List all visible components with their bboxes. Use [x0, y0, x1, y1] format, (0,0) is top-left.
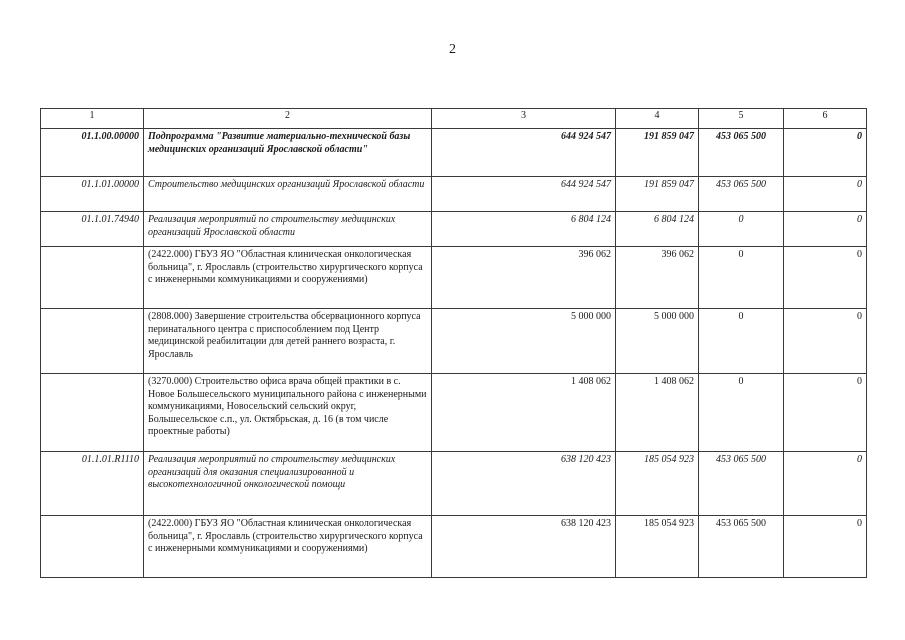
row-name: Реализация мероприятий по строительству медицинских организаций Ярославской области [144, 212, 432, 247]
column-header: 1 [41, 109, 144, 129]
row-amount-col6: 0 [784, 212, 867, 247]
table-row [41, 374, 867, 452]
row-name: Подпрограмма "Развитие материально-технической базы медицинских организаций Ярославской области" [144, 129, 432, 177]
row-amount-col6: 0 [784, 309, 867, 374]
table-row [41, 129, 867, 177]
row-code [41, 374, 144, 452]
row-name: (2808.000) Завершение строительства обсервационного корпуса перинатального центра с приспособлением под Центр медицинской реабилитации для детей раннего возраста, г. Ярославль [144, 309, 432, 374]
row-amount-col4: 185 054 923 [616, 516, 699, 578]
row-amount-col5: 0 [699, 309, 784, 374]
row-code [41, 309, 144, 374]
row-name: Строительство медицинских организаций Ярославской области [144, 177, 432, 212]
column-header: 5 [699, 109, 784, 129]
row-amount-col6: 0 [784, 516, 867, 578]
row-amount-col5: 0 [699, 247, 784, 309]
row-amount-col5: 453 065 500 [699, 452, 784, 516]
row-amount-col5: 453 065 500 [699, 129, 784, 177]
row-name: (2422.000) ГБУЗ ЯО "Областная клиническая онкологическая больница", г. Ярославль (строительство хирургического корпуса с инженерными коммуникациями и сооружениями) [144, 247, 432, 309]
row-name: Реализация мероприятий по строительству медицинских организаций для оказания специализированной и высокотехнологичной онкологической помощи [144, 452, 432, 516]
table-row [41, 309, 867, 374]
row-amount-total: 644 924 547 [432, 129, 616, 177]
row-amount-col6: 0 [784, 452, 867, 516]
table-row [41, 177, 867, 212]
column-header: 2 [144, 109, 432, 129]
row-amount-col5: 0 [699, 212, 784, 247]
row-amount-col4: 5 000 000 [616, 309, 699, 374]
row-amount-col4: 396 062 [616, 247, 699, 309]
row-name: (2422.000) ГБУЗ ЯО "Областная клиническая онкологическая больница", г. Ярославль (строительство хирургического корпуса с инженерными коммуникациями и сооружениями) [144, 516, 432, 578]
row-amount-total: 638 120 423 [432, 452, 616, 516]
row-amount-col5: 453 065 500 [699, 516, 784, 578]
row-code [41, 516, 144, 578]
row-amount-col4: 191 859 047 [616, 129, 699, 177]
row-code: 01.1.01.R1110 [41, 452, 144, 516]
budget-table [40, 108, 867, 578]
row-name: (3270.000) Строительство офиса врача общей практики в с. Новое Большесельского муниципального района с инженерными коммуникациями, Новосельский сельский округ, Большесельское с.п., ул. Октябрьская, д. 16 (в том числе проектные работы) [144, 374, 432, 452]
column-header: 6 [784, 109, 867, 129]
table-row [41, 452, 867, 516]
row-amount-total: 644 924 547 [432, 177, 616, 212]
row-amount-total: 6 804 124 [432, 212, 616, 247]
table-row [41, 212, 867, 247]
column-header: 3 [432, 109, 616, 129]
table-row [41, 516, 867, 578]
row-amount-col6: 0 [784, 177, 867, 212]
table-header-row [41, 109, 867, 129]
row-code: 01.1.01.74940 [41, 212, 144, 247]
row-code [41, 247, 144, 309]
row-amount-col4: 185 054 923 [616, 452, 699, 516]
row-amount-col6: 0 [784, 374, 867, 452]
row-amount-total: 1 408 062 [432, 374, 616, 452]
row-amount-col5: 0 [699, 374, 784, 452]
row-amount-total: 638 120 423 [432, 516, 616, 578]
row-amount-col5: 453 065 500 [699, 177, 784, 212]
column-header: 4 [616, 109, 699, 129]
row-code: 01.1.00.00000 [41, 129, 144, 177]
table-row [41, 247, 867, 309]
page-number: 2 [449, 42, 456, 57]
row-amount-col4: 1 408 062 [616, 374, 699, 452]
row-amount-total: 5 000 000 [432, 309, 616, 374]
row-amount-col4: 6 804 124 [616, 212, 699, 247]
row-amount-col6: 0 [784, 247, 867, 309]
row-amount-col6: 0 [784, 129, 867, 177]
row-code: 01.1.01.00000 [41, 177, 144, 212]
row-amount-total: 396 062 [432, 247, 616, 309]
row-amount-col4: 191 859 047 [616, 177, 699, 212]
